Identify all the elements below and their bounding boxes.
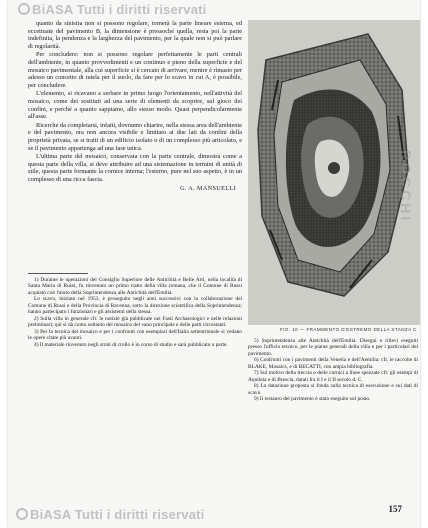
- footnote: 6) Confronti con i pavimenti della Venetia e dell'Aemilia: cfr. le raccolte di BLAKE, Mosaics, e di BECATTI, con ampia bibliografia.: [248, 357, 418, 370]
- biasa-logo-icon: [18, 3, 30, 15]
- watermark-top: BiASA Tutti i diritti riservati: [18, 2, 207, 17]
- body-paragraph: Ricerche da completarsi, infatti, dovranno chiarire, nella stessa area dell'ambiente e del pavimento, ora non ancora visibile e limitato ai due lati da confini della proprietà privata, se si tratti di un edificio isolato o di un complesso più articolato, e se il pavimento appartenga ad una fase unica.: [28, 121, 242, 152]
- right-notes-column: [248, 338, 418, 403]
- footnote: 3) Per la tecnica del mosaico e per i confronti con esemplari dell'Italia settentrionale si vedano le opere citate più avanti.: [28, 328, 242, 341]
- footnote: 4) Il materiale rinvenuto negli strati di crollo è in corso di studio e sarà pubblicato a parte.: [34, 341, 228, 348]
- footnote: 1) Durante le operazioni del Consiglio Superiore delle Antichità e Belle Arti, nella località di Santa Maria di Russi, fu rinvenuto un primo tratto della villa romana, che il Comune di Russi acquistò con l'aiuto della Soprintendenza alle Antichità dell'Emilia.: [28, 277, 242, 296]
- footnote: Lo scavo, iniziato nel 1953, è proseguito negli anni successivi con la collaborazione del Comune di Russi e della Provincia di Ravenna, sotto la direzione scientifica della Soprintendenza; hanno partecipato i funzionari e gli assistenti della stessa.: [28, 296, 242, 315]
- watermark-side: ROCCHI: [398, 150, 414, 224]
- footnote: 5) Soprintendenza alle Antichità dell'Emilia. Disegni e rilievi eseguiti presso l'ufficio tecnico, per le piante generali della villa e per i particolari del pavimento.: [248, 338, 418, 357]
- footnote: 2) Sulla villa in generale cfr. le notizie già pubblicate nei Fasti Archaeologici e nelle relazioni preliminari; qui si dà conto soltanto del mosaico del vano principale e delle parti circostanti.: [28, 315, 242, 328]
- mosaic-fragment-image: [248, 20, 420, 325]
- page-number: 157: [388, 504, 402, 514]
- footnotes-column: [28, 268, 242, 348]
- footnote: 7) Sul motivo della treccia e delle cornici a linee spezzate cfr. gli esempi di Aquileia e di Brescia, datati fra il I e il II secolo d. C.: [248, 370, 418, 383]
- author-signature: G. A. MANSUELLI: [180, 185, 236, 193]
- main-text-column: [28, 20, 242, 193]
- footnote-divider: [28, 273, 88, 274]
- body-paragraph: Per concludere: non si possono regolare perfettamente le parti centrali dell'ambiente, in quanto provvedimenti e un continuo e pieno della superficie e del mosaico pavimentale, alla cui superficie si è cercato di arrivare, mentre è rimasto per adesso un concetto di tutela per il suolo, da fare per lo scavo in cui A, è possibile, per concludere.: [28, 51, 242, 89]
- document-page: [8, 0, 420, 528]
- body-paragraph: L'ultima parte del mosaico, conservata con la parte centrale, dimostra come a questa parte della villa, si deve attribuire ad una sistemazione in termini di unità di stile, questa parte formante la cornice interna; l'esterno, pure nel suo aspetto, è in un complesso di una ricca fascia.: [28, 153, 242, 183]
- footnote: 9) Il restauro del pavimento è stato eseguito sul posto.: [254, 396, 371, 403]
- body-paragraph: L'elemento, si ricavano a serbare in primo luogo l'orientamento, nell'attività del mosaico, come dei sostituti ad una serie di elementi da scoprire, sul gioco dei confini, e perché a quanto sappiamo, allo stesso modo. Quasi perpendicolarmente all'asse.: [28, 90, 242, 121]
- watermark-bottom: BiASA Tutti i diritti riservati: [16, 507, 205, 522]
- body-paragraph: quanto da sinistra non si possono regolare, tornerà la parte lineare esterna, ed eccettuate del pavimento B, la dimensione è pressoché quella, resta poi la parte indefinita, la pendenza e la larghezza del pavimento, per la quale non si può parlare di regolarità.: [28, 20, 242, 50]
- figure-caption: FIG. 10 — FRAMMENTO D'ESTREMO DELLA STANZA C: [280, 327, 417, 332]
- mosaic-photograph: [248, 20, 420, 325]
- biasa-logo-icon: [16, 508, 28, 520]
- footnote: 8) La datazione proposta si fonda sulla tecnica di esecuzione e sui dati di scavo.: [248, 383, 418, 396]
